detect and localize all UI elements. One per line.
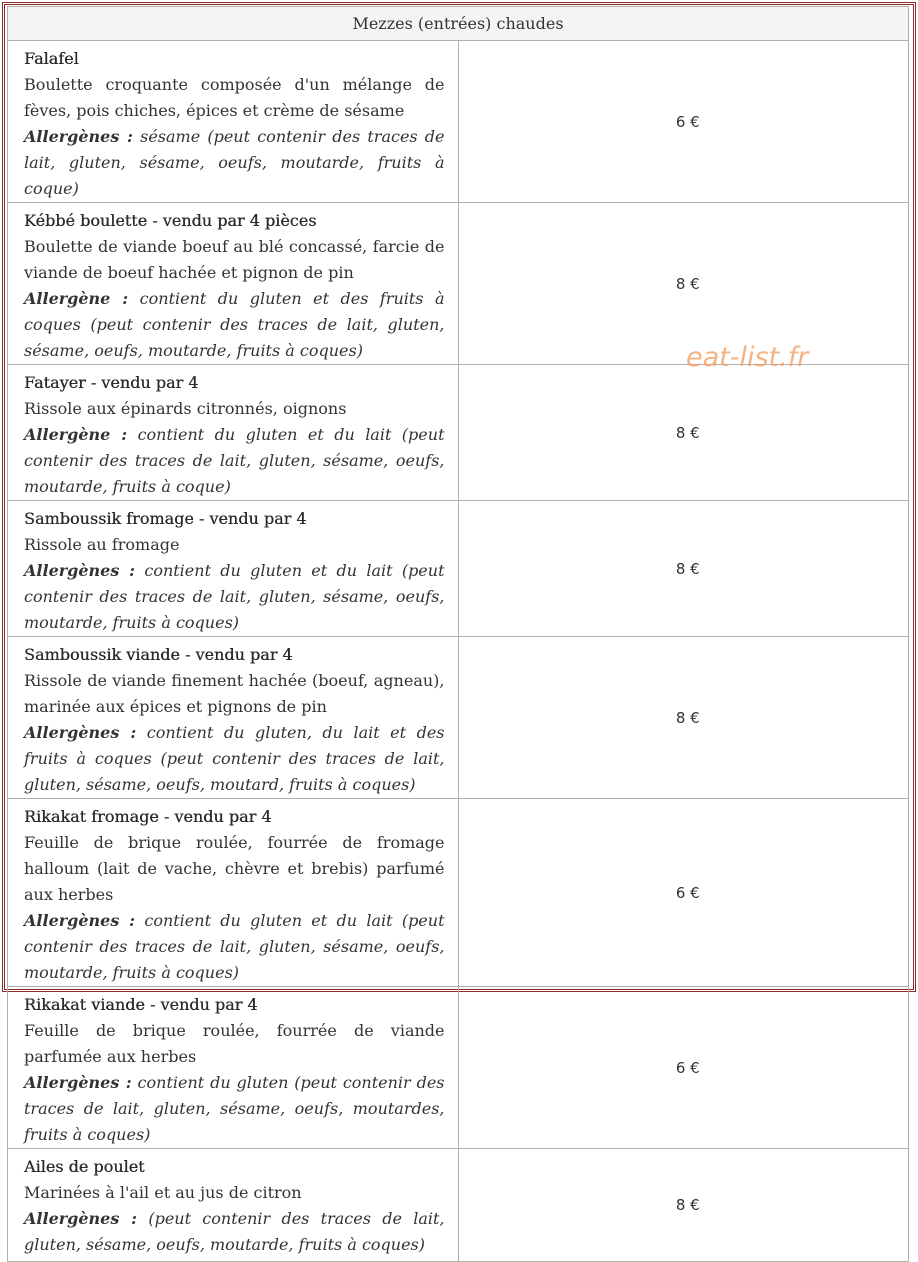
menu-item-details xyxy=(8,365,459,501)
menu-item-price: 8 € xyxy=(458,365,909,501)
menu-item-name: Rikakat viande - vendu par 4 xyxy=(24,995,258,1014)
menu-table xyxy=(7,6,909,1262)
menu-header-row xyxy=(8,7,909,41)
menu-item-description: Marinées à l'ail et au jus de citron xyxy=(24,1183,302,1202)
menu-item-name: Kébbé boulette - vendu par 4 pièces xyxy=(24,211,317,230)
menu-item-row xyxy=(8,365,909,501)
allergen-label: Allergène : xyxy=(24,425,128,444)
menu-item-price: 8 € xyxy=(458,637,909,799)
menu-item-details xyxy=(8,637,459,799)
allergen-text: contient du gluten et du lait (peut contenir des traces de lait, gluten, sésame, oeufs, moutarde, fruits à coque) xyxy=(24,425,445,496)
allergen-text: contient du gluten (peut contenir des traces de lait, gluten, sésame, oeufs, moutardes, fruits à coques) xyxy=(24,1073,445,1144)
menu-item-row xyxy=(8,203,909,365)
menu-item-allergens xyxy=(24,1070,445,1148)
menu-item-allergens xyxy=(24,286,445,364)
menu-item-row xyxy=(8,41,909,203)
menu-item-allergens xyxy=(24,124,445,202)
menu-item-allergens xyxy=(24,558,445,636)
allergen-text: contient du gluten, du lait et des fruits à coques (peut contenir des traces de lait, gluten, sésame, oeufs, moutard, fruits à coques) xyxy=(24,723,445,794)
menu-item-name: Fatayer - vendu par 4 xyxy=(24,373,199,392)
menu-item-price: 6 € xyxy=(458,799,909,987)
menu-item-description: Boulette croquante composée d'un mélange de fèves, pois chiches, épices et crème de sésame xyxy=(24,75,445,120)
menu-item-name: Samboussik viande - vendu par 4 xyxy=(24,645,293,664)
allergen-label: Allergènes : xyxy=(24,911,136,930)
menu-item-description: Boulette de viande boeuf au blé concassé, farcie de viande de boeuf hachée et pignon de pin xyxy=(24,237,445,282)
menu-item-price: 8 € xyxy=(458,1149,909,1262)
menu-item-details xyxy=(8,203,459,365)
menu-item-name: Falafel xyxy=(24,49,79,68)
menu-item-name: Samboussik fromage - vendu par 4 xyxy=(24,509,307,528)
menu-item-allergens xyxy=(24,720,445,798)
menu-item-details xyxy=(8,501,459,637)
menu-item-allergens xyxy=(24,1206,445,1258)
menu-item-details xyxy=(8,41,459,203)
menu-item-details xyxy=(8,1149,459,1262)
allergen-text: contient du gluten et du lait (peut contenir des traces de lait, gluten, sésame, oeufs, moutarde, fruits à coques) xyxy=(24,561,445,632)
allergen-label: Allergènes : xyxy=(24,723,137,742)
menu-item-row xyxy=(8,501,909,637)
allergen-label: Allergène : xyxy=(24,289,129,308)
menu-item-price: 8 € xyxy=(458,501,909,637)
menu-item-description: Feuille de brique roulée, fourrée de fromage halloum (lait de vache, chèvre et brebis) parfumé aux herbes xyxy=(24,833,445,904)
allergen-label: Allergènes : xyxy=(24,127,133,146)
menu-item-row xyxy=(8,1149,909,1262)
menu-item-price: 8 € xyxy=(458,203,909,365)
menu-item-details xyxy=(8,987,459,1149)
menu-item-name: Rikakat fromage - vendu par 4 xyxy=(24,807,272,826)
menu-item-price: 6 € xyxy=(458,987,909,1149)
menu-item-price: 6 € xyxy=(458,41,909,203)
menu-item-description: Rissole au fromage xyxy=(24,535,180,554)
menu-item-description: Feuille de brique roulée, fourrée de viande parfumée aux herbes xyxy=(24,1021,445,1066)
allergen-label: Allergènes : xyxy=(24,1209,138,1228)
allergen-label: Allergènes : xyxy=(24,1073,132,1092)
menu-item-row xyxy=(8,987,909,1149)
menu-item-name: Ailes de poulet xyxy=(24,1157,145,1176)
menu-item-row xyxy=(8,799,909,987)
allergen-text: (peut contenir des traces de lait, gluten, sésame, oeufs, moutarde, fruits à coques) xyxy=(24,1209,445,1254)
menu-item-description: Rissole de viande finement hachée (boeuf, agneau), marinée aux épices et pignons de pin xyxy=(24,671,445,716)
section-title: Mezzes (entrées) chaudes xyxy=(8,7,909,41)
allergen-text: sésame (peut contenir des traces de lait, gluten, sésame, oeufs, moutarde, fruits à coque) xyxy=(24,127,445,198)
watermark: eat-list.fr xyxy=(686,342,809,373)
menu-item-allergens xyxy=(24,422,445,500)
menu-item-row xyxy=(8,637,909,799)
allergen-label: Allergènes : xyxy=(24,561,136,580)
allergen-text: contient du gluten et des fruits à coques (peut contenir des traces de lait, gluten, sésame, oeufs, moutarde, fruits à coques) xyxy=(24,289,445,360)
menu-item-details xyxy=(8,799,459,987)
allergen-text: contient du gluten et du lait (peut contenir des traces de lait, gluten, sésame, oeufs, moutarde, fruits à coques) xyxy=(24,911,445,982)
menu-item-description: Rissole aux épinards citronnés, oignons xyxy=(24,399,347,418)
menu-item-allergens xyxy=(24,908,445,986)
